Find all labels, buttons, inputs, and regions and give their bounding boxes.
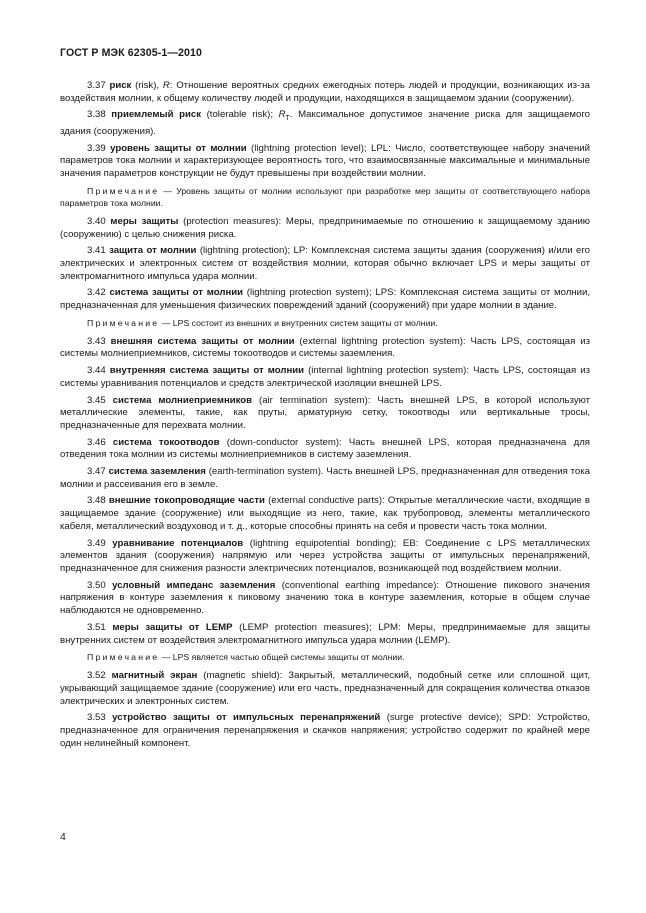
definition-number: 3.42: [87, 287, 106, 299]
definitions-content: [60, 80, 590, 754]
definition-text: (external conductive parts): Открытые металлические части, входящие в защищаемое здание (сооружение) или выходящие из него, такие, как трубопровод, элементы металлического кабеля, металлический воздуховод и т. д., которые способны принять на себя и провести часть тока молнии.: [60, 495, 590, 532]
definition-term: риск: [109, 80, 132, 91]
definition-number: 3.51: [87, 621, 106, 633]
risk-symbol: R: [278, 109, 286, 121]
definition-text: (internal lightning protection system): Часть LPS, состоящая из системы уравнивания потенциалов и средств электрической изоляции внешней LPS.: [60, 365, 590, 389]
definition-3-50: [60, 580, 590, 618]
definition-3-46: [60, 437, 590, 462]
definition-number: 3.47: [87, 466, 106, 478]
definition-term: устройство защиты от импульсных перенапряжений: [112, 712, 381, 724]
definition-term: защита от молнии: [109, 245, 197, 257]
definition-3-45: [60, 395, 590, 433]
definition-number: 3.45: [87, 394, 106, 406]
risk-subscript: T: [285, 115, 290, 123]
definition-text: (lightning protection level); LPL: Число, соответствующее набору значений параметров тока молнии и характеризующее вероятность того, что взаимосвязанные максимальные и минимальные значения параметров конструкции не будут превышены при воздействии молнии.: [60, 142, 590, 180]
definition-term: внешние токопроводящие части: [108, 495, 265, 507]
definition-text: : Отношение вероятных средних ежегодных потерь людей и продукции, возникающих из-за воздействия молнии, к общему количеству людей и продукции, находящихся в защищаемом здании (сооружении).: [60, 80, 590, 104]
definition-3-41: [60, 245, 590, 283]
risk-symbol: R: [162, 80, 170, 91]
definition-3-43: [60, 336, 590, 361]
definition-3-42: [60, 287, 590, 312]
definition-3-39: [60, 143, 590, 181]
definition-number: 3.40: [87, 215, 106, 227]
definition-number: 3.50: [87, 579, 106, 591]
definition-term: система молниеприемников: [112, 394, 253, 406]
definition-number: 3.39: [87, 142, 106, 154]
note-text: — LPS является частью общей системы защиты от молнии.: [159, 652, 405, 663]
definition-term: условный импеданс заземления: [112, 579, 276, 591]
definition-3-47: [60, 466, 590, 491]
note-lps: [60, 317, 590, 329]
definition-number: 3.38: [87, 109, 106, 121]
definition-number: 3.37: [87, 80, 106, 91]
definition-term: система заземления: [108, 466, 206, 478]
definition-number: 3.46: [87, 436, 106, 448]
definition-text: . Максимальное допустимое значение риска для защищаемого здания (сооружения).: [60, 109, 590, 138]
note-text: — Уровень защиты от молнии используют при разработке мер защиты от соответствующего набора параметров тока молнии.: [60, 185, 590, 208]
definition-text: (down-conductor system): Часть внешней LPS, которая предназначена для отведения тока молнии из системы молниеприемников в систему заземления.: [60, 436, 590, 461]
definition-term: меры защиты: [110, 215, 179, 227]
definition-number: 3.44: [87, 365, 106, 377]
definition-term: внешняя система защиты от молнии: [110, 335, 295, 347]
definition-number: 3.41: [87, 245, 106, 257]
definition-number: 3.53: [87, 712, 106, 724]
definition-term: система токоотводов: [112, 436, 220, 448]
definition-number: 3.43: [87, 335, 106, 347]
definition-text: (external lightning protection system): Часть LPS, состоящая из системы молниеприемников, системы токоотводов и системы заземления.: [60, 335, 590, 360]
note-label: Примечание: [87, 317, 160, 328]
definition-term: система защиты от молнии: [109, 287, 244, 299]
definition-3-53: [60, 712, 590, 750]
definition-3-49: [60, 538, 590, 576]
definition-term: уравнивание потенциалов: [112, 537, 244, 549]
definition-term: внутренняя система защиты от молнии: [109, 365, 305, 377]
definition-number: 3.48: [87, 495, 106, 507]
note-lpl: [60, 185, 590, 209]
note-lps-part: [60, 651, 590, 663]
note-label: Примечание: [87, 185, 160, 196]
definition-text: (air termination system): Часть внешней LPS, в которой используют металлические элементы, такие, как пруты, арматурную сетку, токоотводы или вертикальные тросы, предназначенные для перехвата молнии.: [60, 394, 590, 431]
definition-text: (surge protective device); SPD: Устройство, предназначенное для ограничения перенапряжения и скачков напряжения; устройство содержит по крайней мере один нелинейный компонент.: [60, 712, 591, 749]
definition-text: (lightning protection); LP: Комплексная система защиты здания (сооружения) и/или его электрических и электронных систем от воздействия молнии, которая обычно включает LPS и меры защиты от электромагнитного импульса удара молнии.: [60, 245, 590, 282]
definition-3-37: 3.37 риск (risk), R: Отношение вероятных средних ежегодных потерь людей и продукции, возникающих из-за воздействия молнии, к общему количеству людей и продукции, находящихся в защищаемом здании (сооружении).: [60, 80, 590, 104]
definition-text: (protection measures): Меры, предпринимаемые по отношению к защищаемому зданию (сооружению) с целью снижения риска.: [60, 215, 591, 240]
definition-3-38: 3.38 приемлемый риск (tolerable risk); $R_T$. Максимальное допустимое значение риска для защищаемого здания (сооружения).: [60, 109, 590, 138]
definition-term: магнитный экран: [111, 670, 198, 682]
definition-term: приемлемый риск: [111, 109, 202, 121]
definition-3-44: [60, 365, 590, 390]
definition-text: (conventional earthing impedance): Отношение пикового значения напряжения в контуре заземления к пиковому значению тока в контуре заземления, которые в общем случае наблюдаются не одновременно.: [60, 579, 590, 617]
standard-header: ГОСТ Р МЭК 62305-1—2010: [60, 47, 203, 59]
note-label: Примечание: [87, 652, 160, 663]
note-text: — LPS состоит из внешних и внутренних систем защиты от молнии.: [159, 317, 438, 328]
definition-3-40: [60, 216, 590, 241]
definition-text: (lightning equipotential bonding); EB: Соединение с LPS металлических элементов здания (сооружения) напрямую или через устройства защиты от импульсных перенапряжений, предназначенное для снижения разности электрических потенциалов, возникающей под воздействием молнии.: [60, 537, 590, 574]
definition-3-51: [60, 622, 590, 647]
definition-text: (earth-termination system). Часть внешней LPS, предназначенная для отведения тока молнии и рассеивания его в земле.: [60, 466, 590, 490]
definition-3-48: [60, 495, 590, 533]
definition-text: (lightning protection system); LPS: Комплексная система защиты от молнии, предназначенная для уменьшения физических повреждений зданий (сооружений) при ударе молнии в здание.: [60, 287, 590, 312]
definition-number: 3.52: [87, 670, 106, 682]
page-number: 4: [60, 831, 66, 843]
definition-text: (LEMP protection measures); LPM: Меры, предпринимаемые для защиты внутренних систем от воздействия электромагнитного импульса удара молнии (LEMP).: [60, 621, 590, 646]
definition-term: уровень защиты от молнии: [110, 142, 247, 154]
definition-3-52: [60, 670, 590, 708]
definition-number: 3.49: [87, 537, 106, 549]
definition-text: (magnetic shield): Закрытый, металлический, подобный сетке или сплошной щит, укрывающий защищаемое здание (сооружение) или его часть, предназначенный для сокращения количества отказов электрических и электронных систем.: [60, 670, 590, 707]
definition-term: меры защиты от LEMP: [112, 621, 233, 633]
